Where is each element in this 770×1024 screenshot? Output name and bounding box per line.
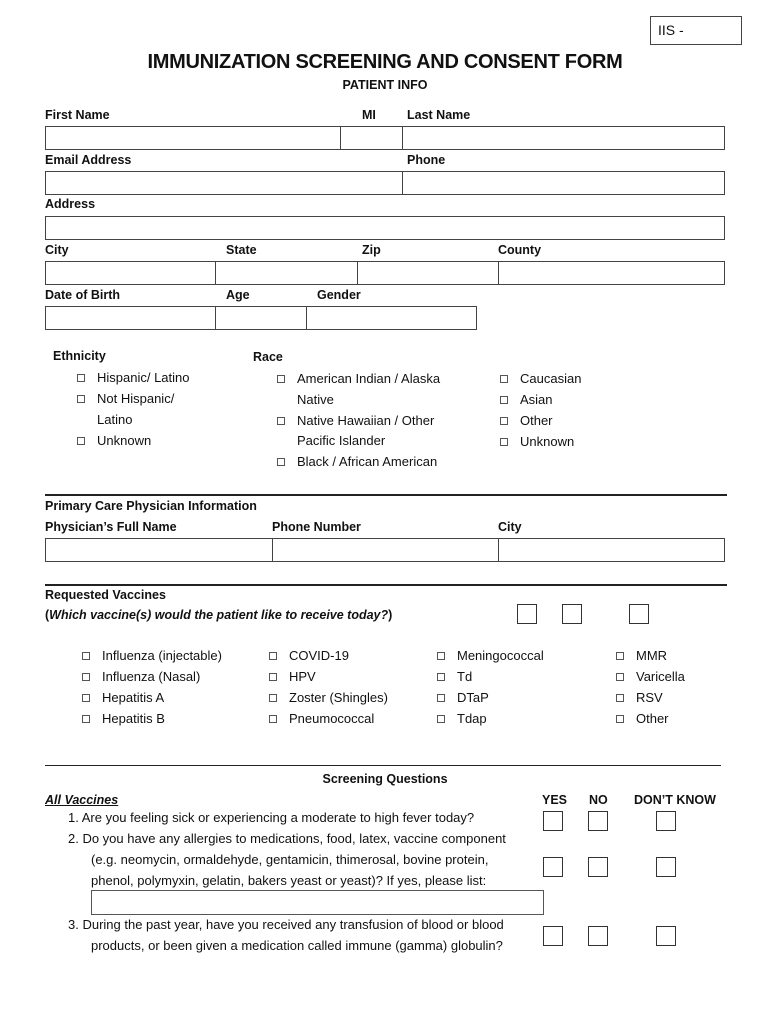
q3-yes-checkbox[interactable] xyxy=(543,926,563,946)
iis-box[interactable] xyxy=(650,16,742,45)
physician-name-label: Physician’s Full Name xyxy=(45,520,177,534)
last-name-label: Last Name xyxy=(407,108,471,122)
allergies-list-field[interactable] xyxy=(91,890,544,915)
question-1: 1. Are you feeling sick or experiencing a moderate to high fever today? xyxy=(68,810,475,825)
q3-no-checkbox[interactable] xyxy=(588,926,608,946)
checkbox[interactable] xyxy=(616,652,624,660)
vaccine-option[interactable]: Tdap xyxy=(437,708,487,729)
vaccine-option[interactable]: Influenza (Nasal) xyxy=(82,666,200,687)
vaccine-option[interactable]: RSV xyxy=(616,687,663,708)
first-name-field[interactable] xyxy=(45,126,341,150)
checkbox[interactable] xyxy=(616,673,624,681)
question-2-line-2: (e.g. neomycin, ormaldehyde, gentamicin, thimerosal, bovine protein, xyxy=(91,852,489,867)
checkbox[interactable] xyxy=(82,652,90,660)
checkbox[interactable] xyxy=(616,715,624,723)
physician-name-field[interactable] xyxy=(45,538,273,562)
iis-label: IIS - xyxy=(658,22,684,38)
checkbox[interactable] xyxy=(500,417,508,425)
checkbox[interactable] xyxy=(269,673,277,681)
race-option-caucasian[interactable]: Caucasian xyxy=(500,368,581,389)
checkbox[interactable] xyxy=(82,694,90,702)
zip-label: Zip xyxy=(362,243,381,257)
vaccine-option[interactable]: Hepatitis A xyxy=(82,687,164,708)
mi-field[interactable] xyxy=(340,126,403,150)
question-2-line-3: phenol, polymyxin, gelatin, bakers yeast or yeast)? If yes, please list: xyxy=(91,873,487,888)
race-option-native-hawaiian[interactable]: Native Hawaiian / Other xyxy=(277,410,434,431)
gender-field[interactable] xyxy=(306,306,477,330)
phone-field[interactable] xyxy=(402,171,725,195)
last-name-field[interactable] xyxy=(402,126,725,150)
vaccine-option[interactable]: Td xyxy=(437,666,472,687)
checkbox[interactable] xyxy=(77,395,85,403)
zip-field[interactable] xyxy=(357,261,499,285)
dont-know-header: DON’T KNOW xyxy=(634,793,716,807)
race-option-unknown[interactable]: Unknown xyxy=(500,431,574,452)
state-field[interactable] xyxy=(215,261,358,285)
vaccine-checkbox-a[interactable] xyxy=(517,604,537,624)
checkbox[interactable] xyxy=(437,673,445,681)
question-3-line-1: 3. During the past year, have you received any transfusion of blood or blood xyxy=(68,917,504,932)
checkbox[interactable] xyxy=(500,438,508,446)
ethnicity-option-unknown[interactable]: Unknown xyxy=(77,430,151,451)
gender-label: Gender xyxy=(317,288,361,302)
vaccine-option[interactable]: Zoster (Shingles) xyxy=(269,687,388,708)
race-option-american-indian[interactable]: American Indian / Alaska xyxy=(277,368,440,389)
age-label: Age xyxy=(226,288,250,302)
age-field[interactable] xyxy=(215,306,307,330)
vaccines-question: (Which vaccine(s) would the patient like to receive today?) xyxy=(45,608,393,622)
vaccine-option[interactable]: Meningococcal xyxy=(437,645,544,666)
question-2-line-1: 2. Do you have any allergies to medications, food, latex, vaccine component xyxy=(68,831,506,846)
address-field[interactable] xyxy=(45,216,725,240)
race-option-american-indian-cont: Native xyxy=(297,392,334,407)
q3-dont-know-checkbox[interactable] xyxy=(656,926,676,946)
race-option-black[interactable]: Black / African American xyxy=(277,451,437,472)
checkbox[interactable] xyxy=(269,652,277,660)
email-field[interactable] xyxy=(45,171,403,195)
state-label: State xyxy=(226,243,257,257)
underline-rule xyxy=(45,765,721,766)
race-heading: Race xyxy=(253,350,283,364)
yes-header: YES xyxy=(542,793,568,807)
physician-city-field[interactable] xyxy=(498,538,725,562)
vaccine-option[interactable]: Pneumococcal xyxy=(269,708,374,729)
ethnicity-heading: Ethnicity xyxy=(53,349,106,363)
race-option-asian[interactable]: Asian xyxy=(500,389,553,410)
q2-no-checkbox[interactable] xyxy=(588,857,608,877)
vaccine-checkbox-c[interactable] xyxy=(629,604,649,624)
physician-phone-label: Phone Number xyxy=(272,520,361,534)
physician-phone-field[interactable] xyxy=(272,538,499,562)
q2-yes-checkbox[interactable] xyxy=(543,857,563,877)
section-divider xyxy=(45,584,727,586)
mi-label: MI xyxy=(362,108,376,122)
checkbox[interactable] xyxy=(437,715,445,723)
checkbox[interactable] xyxy=(77,437,85,445)
question-3-line-2: products, or been given a medication called immune (gamma) globulin? xyxy=(91,938,503,953)
county-field[interactable] xyxy=(498,261,725,285)
email-label: Email Address xyxy=(45,153,132,167)
city-label: City xyxy=(45,243,69,257)
form-title: IMMUNIZATION SCREENING AND CONSENT FORM xyxy=(147,51,623,73)
first-name-label: First Name xyxy=(45,108,110,122)
physician-city-label: City xyxy=(498,520,522,534)
checkbox[interactable] xyxy=(500,396,508,404)
q1-dont-know-checkbox[interactable] xyxy=(656,811,676,831)
ethnicity-option-hispanic[interactable]: Hispanic/ Latino xyxy=(77,367,190,388)
county-label: County xyxy=(498,243,542,257)
address-label: Address xyxy=(45,197,96,211)
ethnicity-option-not-hispanic[interactable]: Not Hispanic/ xyxy=(77,388,174,409)
checkbox[interactable] xyxy=(616,694,624,702)
ethnicity-option-not-hispanic-cont: Latino xyxy=(97,412,133,427)
vaccine-option[interactable]: Hepatitis B xyxy=(82,708,165,729)
checkbox[interactable] xyxy=(437,652,445,660)
vaccine-option[interactable]: DTaP xyxy=(437,687,489,708)
screening-heading: Screening Questions xyxy=(322,772,448,786)
race-option-native-hawaiian-cont: Pacific Islander xyxy=(297,433,386,448)
vaccine-option[interactable]: Other xyxy=(616,708,669,729)
q1-no-checkbox[interactable] xyxy=(588,811,608,831)
vaccines-heading: Requested Vaccines xyxy=(45,588,166,602)
checkbox[interactable] xyxy=(82,715,90,723)
checkbox[interactable] xyxy=(269,694,277,702)
phone-label: Phone xyxy=(407,153,446,167)
vaccine-option[interactable]: HPV xyxy=(269,666,316,687)
checkbox[interactable] xyxy=(500,375,508,383)
checkbox[interactable] xyxy=(277,375,285,383)
no-header: NO xyxy=(589,793,608,807)
race-option-other[interactable]: Other xyxy=(500,410,553,431)
city-field[interactable] xyxy=(45,261,216,285)
checkbox[interactable] xyxy=(77,374,85,382)
checkbox[interactable] xyxy=(437,694,445,702)
dob-field[interactable] xyxy=(45,306,216,330)
checkbox[interactable] xyxy=(269,715,277,723)
patient-info-subtitle: PATIENT INFO xyxy=(342,78,428,92)
dob-label: Date of Birth xyxy=(45,288,120,302)
vaccine-option[interactable]: Influenza (injectable) xyxy=(82,645,222,666)
checkbox[interactable] xyxy=(82,673,90,681)
vaccine-checkbox-b[interactable] xyxy=(562,604,582,624)
q1-yes-checkbox[interactable] xyxy=(543,811,563,831)
checkbox[interactable] xyxy=(277,417,285,425)
q2-dont-know-checkbox[interactable] xyxy=(656,857,676,877)
physician-heading: Primary Care Physician Information xyxy=(45,499,257,513)
vaccine-option[interactable]: COVID-19 xyxy=(269,645,349,666)
section-divider xyxy=(45,494,727,496)
vaccine-option[interactable]: Varicella xyxy=(616,666,685,687)
vaccine-option[interactable]: MMR xyxy=(616,645,667,666)
all-vaccines-label: All Vaccines xyxy=(45,793,119,807)
checkbox[interactable] xyxy=(277,458,285,466)
